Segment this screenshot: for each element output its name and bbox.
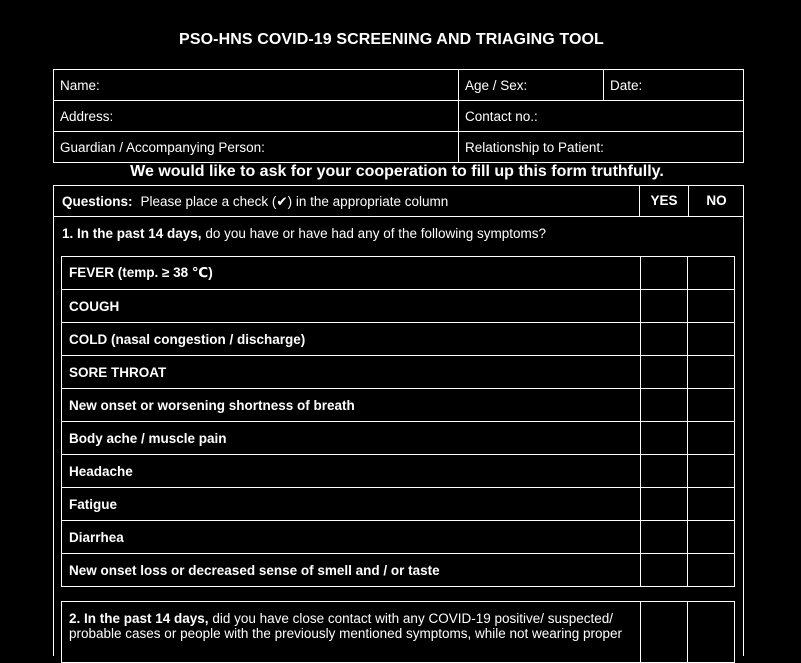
question-2-text: did you have close contact with any COVID-19 positive/ suspected/ probable cases or people with the previously mentioned symptoms, while not wearing proper: [69, 611, 623, 641]
symptom-row: [62, 323, 735, 356]
address-field[interactable]: [54, 101, 459, 132]
symptom-row: [62, 356, 735, 389]
age-sex-field[interactable]: [459, 70, 604, 101]
symptom-label: New onset loss or decreased sense of smell and / or taste: [62, 554, 641, 587]
symptom-row: [62, 257, 735, 290]
symptom-label: Diarrhea: [62, 521, 641, 554]
symptom-label: FEVER (temp. ≥ 38 ℃): [62, 257, 641, 290]
question-1: [62, 226, 546, 241]
symptom-no-checkbox[interactable]: [688, 389, 735, 422]
symptom-label: New onset or worsening shortness of breath: [62, 389, 641, 422]
questions-header: [54, 186, 743, 217]
symptom-label: SORE THROAT: [62, 356, 641, 389]
symptom-row: [62, 488, 735, 521]
form-title: PSO-HNS COVID-19 SCREENING AND TRIAGING TOOL: [179, 31, 604, 48]
yes-column-header: YES: [639, 186, 688, 216]
symptom-yes-checkbox[interactable]: [641, 488, 688, 521]
no-column-header: NO: [688, 186, 744, 216]
symptom-yes-checkbox[interactable]: [641, 389, 688, 422]
date-field[interactable]: [604, 70, 744, 101]
symptom-row: [62, 521, 735, 554]
symptom-row: [62, 290, 735, 323]
symptom-label: Body ache / muscle pain: [62, 422, 641, 455]
symptom-no-checkbox[interactable]: [688, 290, 735, 323]
questions-instruction-line: [62, 194, 448, 210]
symptom-yes-checkbox[interactable]: [641, 521, 688, 554]
questions-label: Questions:: [62, 194, 133, 209]
symptom-yes-checkbox[interactable]: [641, 455, 688, 488]
relationship-label: Relationship to Patient:: [465, 139, 604, 155]
question-2-text-block: [69, 611, 629, 641]
symptom-yes-checkbox[interactable]: [641, 356, 688, 389]
symptom-no-checkbox[interactable]: [688, 554, 735, 587]
symptom-no-checkbox[interactable]: [688, 356, 735, 389]
patient-info-table: [53, 69, 744, 163]
symptom-no-checkbox[interactable]: [688, 488, 735, 521]
question-1-lead: 1. In the past 14 days,: [62, 226, 202, 241]
question-1-text: do you have or have had any of the following symptoms?: [201, 226, 547, 241]
name-label: Name:: [60, 77, 100, 93]
question-2-no-checkbox[interactable]: [687, 602, 735, 662]
symptom-no-checkbox[interactable]: [688, 455, 735, 488]
symptom-row: [62, 455, 735, 488]
symptom-yes-checkbox[interactable]: [641, 290, 688, 323]
symptom-row: [62, 422, 735, 455]
symptom-yes-checkbox[interactable]: [641, 257, 688, 290]
age-sex-label: Age / Sex:: [465, 77, 528, 93]
symptom-yes-checkbox[interactable]: [641, 323, 688, 356]
symptom-label: Headache: [62, 455, 641, 488]
symptom-row: [62, 554, 735, 587]
symptom-no-checkbox[interactable]: [688, 521, 735, 554]
symptom-row: [62, 389, 735, 422]
question-2: [61, 601, 735, 663]
cooperation-note: We would like to ask for your cooperation to fill up this form truthfully.: [130, 163, 664, 180]
symptom-yes-checkbox[interactable]: [641, 554, 688, 587]
symptom-label: COLD (nasal congestion / discharge): [62, 323, 641, 356]
address-label: Address:: [60, 108, 114, 124]
question-2-yes-checkbox[interactable]: [640, 602, 687, 662]
relationship-field[interactable]: [459, 132, 744, 163]
date-label: Date:: [610, 77, 643, 93]
symptom-no-checkbox[interactable]: [688, 422, 735, 455]
contact-label: Contact no.:: [465, 108, 538, 124]
symptom-label: Fatigue: [62, 488, 641, 521]
symptom-yes-checkbox[interactable]: [641, 422, 688, 455]
questions-instruction: Please place a check (✔) in the appropriate column: [140, 194, 449, 209]
name-field[interactable]: [54, 70, 459, 101]
symptoms-table: [61, 256, 735, 587]
symptom-label: COUGH: [62, 290, 641, 323]
symptom-no-checkbox[interactable]: [688, 257, 735, 290]
question-2-lead: 2. In the past 14 days,: [69, 611, 209, 626]
guardian-field[interactable]: [54, 132, 459, 163]
symptom-no-checkbox[interactable]: [688, 323, 735, 356]
guardian-label: Guardian / Accompanying Person:: [60, 139, 265, 155]
contact-field[interactable]: [459, 101, 744, 132]
